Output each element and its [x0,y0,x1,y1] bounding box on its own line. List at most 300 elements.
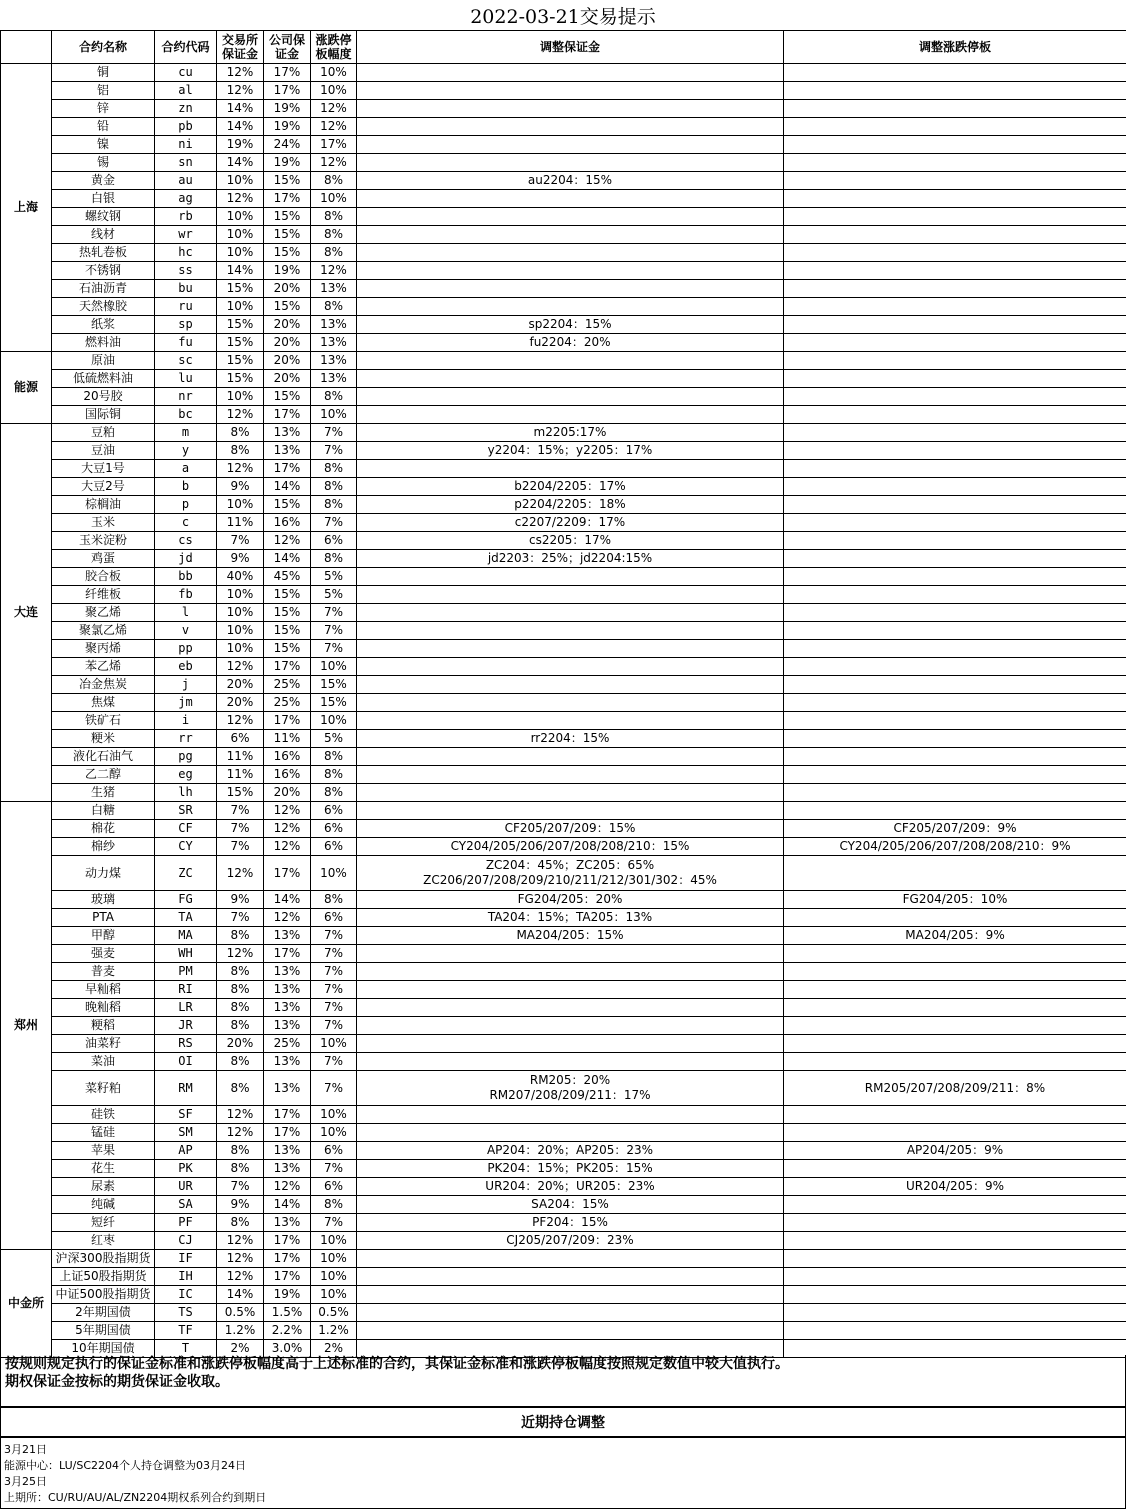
contract-name: 甲醇 [52,927,155,945]
company-margin: 17% [264,1250,311,1268]
contract-code: AP [155,1142,217,1160]
table-row [1,784,1126,802]
note-line: 期权保证金按标的期货保证金收取。 [5,1374,229,1390]
price-limit: 8% [311,478,357,496]
table-row [1,622,1126,640]
adjust-limit [784,1322,1126,1340]
table-row [1,298,1126,316]
contract-code: jm [155,694,217,712]
table-row [1,891,1126,909]
contract-name: 锌 [52,100,155,118]
company-margin: 3.0% [264,1340,311,1358]
company-margin: 24% [264,136,311,154]
adjust-limit [784,999,1126,1017]
adjust-margin [357,622,784,640]
contract-code: rb [155,208,217,226]
exchange-cell: 郑州 [1,802,52,1250]
company-margin: 15% [264,604,311,622]
price-limit: 8% [311,550,357,568]
company-margin: 20% [264,280,311,298]
adjust-limit [784,927,1126,945]
contract-name: 5年期国债 [52,1322,155,1340]
price-limit: 13% [311,316,357,334]
price-limit: 7% [311,1071,357,1106]
table-row [1,100,1126,118]
adjust-limit-line: CF205/207/209：9% [893,821,1017,835]
adjust-margin [357,532,784,550]
contract-code: RS [155,1035,217,1053]
contract-code: ru [155,298,217,316]
table-row [1,820,1126,838]
contract-code: CJ [155,1232,217,1250]
company-margin: 19% [264,1286,311,1304]
table-row [1,1142,1126,1160]
adjust-margin [357,1286,784,1304]
adjust-margin [357,172,784,190]
company-margin: 17% [264,945,311,963]
table-row [1,424,1126,442]
exchange-cell: 中金所 [1,1250,52,1358]
exchange-margin: 15% [217,334,264,352]
company-margin: 20% [264,352,311,370]
table-row [1,388,1126,406]
contract-name: 聚氯乙烯 [52,622,155,640]
contract-code: jd [155,550,217,568]
price-limit: 10% [311,1124,357,1142]
table-row [1,676,1126,694]
exchange-margin: 10% [217,172,264,190]
adjust-margin [357,838,784,856]
adjust-limit [784,1286,1126,1304]
company-margin: 12% [264,838,311,856]
contract-name: 红枣 [52,1232,155,1250]
price-limit: 6% [311,802,357,820]
price-limit: 17% [311,136,357,154]
adjust-limit [784,226,1126,244]
exchange-margin: 14% [217,262,264,280]
adjust-limit [784,1250,1126,1268]
contract-name: 20号胶 [52,388,155,406]
adjust-margin-line: y2204：15%；y2205：17% [487,443,653,457]
table-row [1,226,1126,244]
table-row [1,712,1126,730]
contract-name: 强麦 [52,945,155,963]
adjust-margin [357,82,784,100]
adjust-limit [784,532,1126,550]
table-row [1,370,1126,388]
adjust-margin [357,118,784,136]
price-limit: 7% [311,945,357,963]
price-limit: 5% [311,568,357,586]
exchange-margin: 20% [217,676,264,694]
adjust-limit [784,1214,1126,1232]
contract-code: bc [155,406,217,424]
table-row [1,334,1126,352]
table-row [1,280,1126,298]
price-limit: 7% [311,963,357,981]
contract-name: 纸浆 [52,316,155,334]
table-row [1,658,1126,676]
table-row [1,1106,1126,1124]
contract-name: 胶合板 [52,568,155,586]
company-margin: 16% [264,514,311,532]
adjust-margin-line: CY204/205/206/207/208/208/210：15% [450,839,690,853]
exchange-margin: 15% [217,784,264,802]
adjust-margin [357,1214,784,1232]
contract-code: PF [155,1214,217,1232]
contract-name: 早籼稻 [52,981,155,999]
company-margin: 25% [264,1035,311,1053]
exchange-margin: 8% [217,1214,264,1232]
adjust-limit [784,478,1126,496]
adjust-limit [784,891,1126,909]
contract-code: ss [155,262,217,280]
company-margin: 12% [264,532,311,550]
contract-code: m [155,424,217,442]
contract-name: 短纤 [52,1214,155,1232]
price-limit: 7% [311,1160,357,1178]
contract-code: bb [155,568,217,586]
company-margin: 16% [264,766,311,784]
exchange-margin: 12% [217,82,264,100]
exchange-margin: 40% [217,568,264,586]
price-limit: 5% [311,730,357,748]
contract-name: 10年期国债 [52,1340,155,1358]
table-row [1,154,1126,172]
company-margin: 12% [264,820,311,838]
price-limit: 8% [311,766,357,784]
company-margin: 15% [264,586,311,604]
adjust-margin [357,136,784,154]
margin-table [0,30,1126,1358]
adjust-margin-line: UR204：20%；UR205：23% [485,1179,655,1193]
price-limit: 8% [311,784,357,802]
adjust-limit [784,64,1126,82]
price-limit: 8% [311,226,357,244]
price-limit: 8% [311,208,357,226]
adjust-margin-line: AP204：20%；AP205：23% [486,1143,654,1157]
exchange-margin: 10% [217,622,264,640]
exchange-margin: 7% [217,838,264,856]
adjust-margin [357,406,784,424]
price-limit: 13% [311,280,357,298]
adjust-margin [357,514,784,532]
adjust-margin [357,1106,784,1124]
company-margin: 15% [264,496,311,514]
price-limit: 6% [311,909,357,927]
price-limit: 8% [311,748,357,766]
adjust-margin [357,1017,784,1035]
adjust-margin-line: RM205：20% [529,1073,611,1087]
contract-code: b [155,478,217,496]
adjust-margin-line: sp2204：15% [528,317,612,331]
table-row [1,945,1126,963]
price-limit: 10% [311,406,357,424]
adjust-margin-line: ZC206/207/208/209/210/211/212/301/302：45% [423,873,717,887]
exchange-margin: 10% [217,604,264,622]
adjust-margin-line: jd2203：25%；jd2204:15% [487,551,653,565]
company-margin: 17% [264,460,311,478]
table-row [1,1071,1126,1106]
table-row [1,856,1126,891]
company-margin: 17% [264,1232,311,1250]
exchange-margin: 20% [217,1035,264,1053]
price-limit: 12% [311,100,357,118]
adjust-margin [357,712,784,730]
rules-notes [0,1355,1126,1407]
exchange-margin: 8% [217,1053,264,1071]
contract-code: fu [155,334,217,352]
exchange-margin: 6% [217,730,264,748]
exchange-margin: 10% [217,208,264,226]
contract-name: 石油沥青 [52,280,155,298]
table-row [1,190,1126,208]
adjust-limit-line: MA204/205：9% [905,928,1005,942]
exchange-margin: 8% [217,1142,264,1160]
adjust-margin-line: PF204：15% [532,1215,608,1229]
company-margin: 1.5% [264,1304,311,1322]
contract-name: 焦煤 [52,694,155,712]
adjust-limit [784,802,1126,820]
recent-line: 能源中心：LU/SC2204个人持仓调整为03月24日 [4,1459,246,1472]
company-margin: 13% [264,1214,311,1232]
adjust-limit [784,604,1126,622]
adjust-margin [357,208,784,226]
contract-name: 棉花 [52,820,155,838]
contract-name: 油菜籽 [52,1035,155,1053]
contract-name: PTA [52,909,155,927]
adjust-margin [357,802,784,820]
company-margin: 19% [264,118,311,136]
price-limit: 7% [311,424,357,442]
contract-code: j [155,676,217,694]
contract-name: 不锈钢 [52,262,155,280]
table-row [1,262,1126,280]
header-exchange [1,31,52,64]
contract-code: pp [155,640,217,658]
exchange-cell: 能源 [1,352,52,424]
company-margin: 17% [264,856,311,891]
price-limit: 10% [311,1286,357,1304]
contract-name: 铁矿石 [52,712,155,730]
company-margin: 16% [264,748,311,766]
price-limit: 7% [311,640,357,658]
contract-code: c [155,514,217,532]
company-margin: 13% [264,1017,311,1035]
contract-name: 铝 [52,82,155,100]
adjust-limit [784,712,1126,730]
contract-code: RM [155,1071,217,1106]
adjust-margin [357,352,784,370]
adjust-margin [357,891,784,909]
contract-name: 低硫燃料油 [52,370,155,388]
company-margin: 17% [264,406,311,424]
exchange-margin: 12% [217,1250,264,1268]
exchange-margin: 15% [217,370,264,388]
price-limit: 10% [311,712,357,730]
company-margin: 17% [264,1124,311,1142]
contract-code: FG [155,891,217,909]
price-limit: 12% [311,118,357,136]
adjust-margin [357,766,784,784]
adjust-margin-line: MA204/205：15% [516,928,624,942]
adjust-limit [784,1178,1126,1196]
company-margin: 12% [264,909,311,927]
adjust-limit [784,100,1126,118]
company-margin: 13% [264,442,311,460]
adjust-margin-line: au2204：15% [527,173,613,187]
table-row [1,1232,1126,1250]
contract-code: lh [155,784,217,802]
adjust-limit [784,568,1126,586]
adjust-limit [784,1160,1126,1178]
price-limit: 12% [311,262,357,280]
exchange-margin: 12% [217,712,264,730]
exchange-margin: 10% [217,388,264,406]
company-margin: 13% [264,1053,311,1071]
exchange-margin: 8% [217,1017,264,1035]
contract-name: 镍 [52,136,155,154]
price-limit: 13% [311,370,357,388]
contract-code: sn [155,154,217,172]
exchange-margin: 12% [217,190,264,208]
adjust-margin-line: rr2204：15% [530,731,610,745]
adjust-limit [784,280,1126,298]
contract-code: CF [155,820,217,838]
adjust-limit [784,909,1126,927]
adjust-margin [357,1178,784,1196]
adjust-margin [357,370,784,388]
exchange-margin: 7% [217,909,264,927]
contract-code: UR [155,1178,217,1196]
company-margin: 19% [264,262,311,280]
adjust-limit [784,1017,1126,1035]
adjust-limit [784,136,1126,154]
adjust-margin [357,640,784,658]
adjust-limit [784,370,1126,388]
price-limit: 7% [311,1053,357,1071]
company-margin: 15% [264,244,311,262]
contract-code: al [155,82,217,100]
recent-adjust-list [0,1437,1126,1509]
exchange-margin: 11% [217,766,264,784]
adjust-margin-line: TA204：15%；TA205：13% [487,910,653,924]
adjust-limit [784,658,1126,676]
price-limit: 12% [311,154,357,172]
contract-name: 乙二醇 [52,766,155,784]
exchange-margin: 12% [217,406,264,424]
exchange-margin: 8% [217,1071,264,1106]
exchange-margin: 7% [217,532,264,550]
contract-code: lu [155,370,217,388]
contract-name: 纤维板 [52,586,155,604]
price-limit: 8% [311,388,357,406]
contract-code: hc [155,244,217,262]
adjust-margin [357,1304,784,1322]
contract-code: TS [155,1304,217,1322]
adjust-limit [784,1071,1126,1106]
adjust-limit [784,460,1126,478]
adjust-limit [784,424,1126,442]
contract-name: 铅 [52,118,155,136]
contract-code: pg [155,748,217,766]
contract-code: TA [155,909,217,927]
header-adjust-limit: 调整涨跌停板 [784,31,1126,64]
company-margin: 17% [264,82,311,100]
contract-code: JR [155,1017,217,1035]
recent-line: 3月21日 [4,1443,47,1456]
exchange-margin: 8% [217,999,264,1017]
exchange-margin: 15% [217,316,264,334]
adjust-limit [784,784,1126,802]
table-row [1,838,1126,856]
adjust-limit-line: FG204/205：10% [902,892,1008,906]
adjust-limit [784,856,1126,891]
price-limit: 7% [311,1017,357,1035]
adjust-margin [357,244,784,262]
table-row [1,999,1126,1017]
table-row [1,981,1126,999]
exchange-margin: 9% [217,1196,264,1214]
exchange-margin: 9% [217,891,264,909]
exchange-margin: 7% [217,820,264,838]
table-row [1,442,1126,460]
adjust-margin [357,1232,784,1250]
exchange-margin: 15% [217,280,264,298]
contract-code: l [155,604,217,622]
adjust-limit [784,820,1126,838]
contract-name: 燃料油 [52,334,155,352]
exchange-margin: 14% [217,118,264,136]
table-row [1,478,1126,496]
company-margin: 15% [264,298,311,316]
table-row [1,82,1126,100]
table-row [1,1250,1126,1268]
contract-name: 菜油 [52,1053,155,1071]
adjust-limit [784,172,1126,190]
company-margin: 12% [264,802,311,820]
price-limit: 7% [311,999,357,1017]
exchange-margin: 7% [217,1178,264,1196]
adjust-margin [357,478,784,496]
contract-code: WH [155,945,217,963]
company-margin: 15% [264,226,311,244]
price-limit: 15% [311,676,357,694]
exchange-margin: 11% [217,748,264,766]
table-row [1,1124,1126,1142]
contract-code: ni [155,136,217,154]
contract-name: 白糖 [52,802,155,820]
adjust-margin [357,64,784,82]
header-limit: 涨跌停板幅度 [311,31,357,64]
table-row [1,136,1126,154]
table-row [1,640,1126,658]
exchange-margin: 12% [217,64,264,82]
contract-name: 锰硅 [52,1124,155,1142]
exchange-margin: 9% [217,550,264,568]
contract-name: 热轧卷板 [52,244,155,262]
header-code: 合约代码 [155,31,217,64]
adjust-margin [357,856,784,891]
adjust-limit [784,190,1126,208]
contract-code: a [155,460,217,478]
adjust-limit [784,82,1126,100]
table-row [1,1268,1126,1286]
contract-name: 玻璃 [52,891,155,909]
adjust-limit [784,1304,1126,1322]
price-limit: 7% [311,514,357,532]
adjust-margin [357,820,784,838]
